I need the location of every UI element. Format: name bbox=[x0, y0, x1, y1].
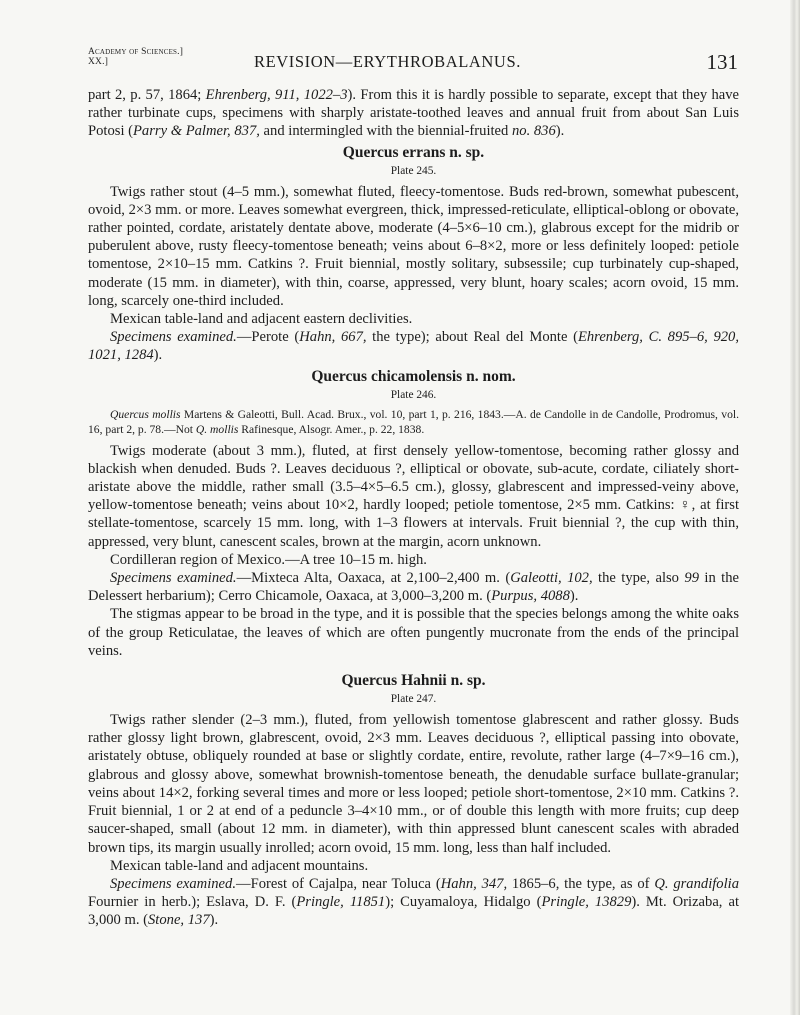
citation: Ehrenberg, C. 895–6, 920, 1021, 1284 bbox=[88, 329, 739, 364]
intro-paragraph bbox=[88, 86, 739, 141]
species-heading-chicamolensis: Quercus chicamolensis n. nom. bbox=[311, 367, 516, 385]
species-heading-hahnii: Quercus Hahnii n. sp. bbox=[341, 672, 486, 690]
page-body bbox=[88, 86, 739, 930]
text-run: Rafinesque, Alsogr. Amer., p. 22, 1838. bbox=[238, 422, 425, 436]
text-run: in the Delessert herbarium); Cerro Chicamole, Oaxaca, at 3,000–3,200 m. ( bbox=[88, 570, 739, 605]
citation: Galeotti, 102, bbox=[510, 570, 593, 587]
text-run: ); Cuyamaloya, Hidalgo ( bbox=[385, 894, 542, 911]
citation: Ehrenberg, 911, 1022–3 bbox=[205, 87, 348, 103]
specimens-errans bbox=[88, 328, 739, 364]
range-chicamolensis: Cordilleran region of Mexico.—A tree 10–15 m. high. bbox=[110, 551, 427, 568]
range-errans: Mexican table-land and adjacent eastern declivities. bbox=[110, 311, 413, 328]
running-title: REVISION—ERYTHROBALANUS. bbox=[254, 52, 521, 71]
text-run: ). bbox=[153, 347, 163, 364]
plate-reference-246: Plate 246. bbox=[390, 388, 437, 401]
text-run: —Forest of Cajalpa, near Toluca ( bbox=[235, 875, 441, 892]
text-run: ). bbox=[555, 123, 565, 140]
text-run: Martens & Galeotti, Bull. Acad. Brux., vol. 10, part 1, p. 216, 1843.—A. de Candolle in de Candolle, Prodromus, vol. 16, part 2, p. 78.—Not bbox=[88, 407, 739, 436]
text-run: ). bbox=[209, 912, 219, 929]
citation: Q. grandifolia bbox=[654, 875, 740, 892]
species-heading-errans: Quercus errans n. sp. bbox=[342, 143, 485, 161]
citation: Pringle, 11851 bbox=[296, 894, 386, 911]
specimens-label: Specimens examined. bbox=[110, 875, 236, 892]
citation: Hahn, 347, bbox=[440, 875, 508, 892]
description-errans: Twigs rather stout (4–5 mm.), somewhat fluted, fleecy-tomentose. Buds red-brown, somewhat pubescent, ovoid, 2×3 mm. or more. Leaves somewhat evergreen, thick, impressed-reticulate, elliptical-oblong or obovate, rather pointed, cordate, aristately dentate above, moderate (4–5×6–10 cm.), glabrous except for the midrib or puberulent above, rusty fleecy-tomentose beneath; veins about 6–8×2, more or less definitely looped: petiole tomentose, 2×10–15 mm. Catkins ?. Fruit biennial, mostly solitary, subsessile; cup turbinately cup-shaped, moderate (15 mm. in diameter), with thin, coarse, appressed, very blunt, hoary scales; acorn ovoid, 15 mm. long, scarcely one-third included. bbox=[88, 183, 739, 309]
specimens-label: Specimens examined. bbox=[110, 570, 237, 587]
text-run: —Perote ( bbox=[236, 329, 300, 346]
description-chicamolensis: Twigs moderate (about 3 mm.), fluted, at first densely yellow-tomentose, becoming rather glossy and blackish when denuded. Buds ?. Leaves deciduous ?, elliptical or obovate, sub-acute, cordate, ciliately short-aristate above the middle, rather small (3.5–4×5–6.5 cm.), glossy, glabrescent and impressed-veiny above, yellow-tomentose beneath; veins about 10×2, hardly looped; petiole tomentose, 2×5 mm. Catkins: ♀, at first stellate-tomentose, scarcely 15 mm. long, with 1–3 flowers at intervals. Fruit biennial ?, the cup with thin, appressed, very blunt, canescent scales, brown at the margin, acorn unknown. bbox=[88, 442, 739, 550]
synonymy-chicamolensis bbox=[88, 407, 739, 437]
running-head-left bbox=[88, 47, 183, 67]
citation: no. 836 bbox=[511, 123, 556, 140]
page-number: 131 bbox=[706, 50, 738, 74]
page-header bbox=[88, 44, 738, 84]
text-run: Fournier in herb.); Eslava, D. F. ( bbox=[88, 894, 297, 911]
text-run: 1865–6, the type, as of bbox=[507, 875, 655, 892]
text-run: ). bbox=[569, 588, 579, 605]
citation: Purpus, 4088 bbox=[491, 588, 570, 605]
section-gap bbox=[88, 660, 739, 669]
citation: Parry & Palmer, 837, bbox=[133, 123, 260, 140]
page-edge bbox=[790, 0, 800, 1015]
specimens-label: Specimens examined. bbox=[110, 329, 237, 346]
range-hahnii: Mexican table-land and adjacent mountains. bbox=[110, 857, 369, 874]
text-run: ). From this it is hardly possible to separate, except that they have rather turbinate cups, specimens with sharply aristate-toothed leaves and annual fruit from about San Luis Potosi ( bbox=[88, 87, 739, 140]
running-head-line-2: XX.] bbox=[88, 57, 109, 67]
plate-reference-245: Plate 245. bbox=[390, 164, 437, 177]
text-run: —Mixteca Alta, Oaxaca, at 2,100–2,400 m. ( bbox=[236, 570, 511, 587]
citation: Pringle, 13829 bbox=[541, 894, 632, 911]
specimens-hahnii bbox=[88, 875, 739, 930]
specimens-chicamolensis bbox=[88, 569, 739, 605]
text-run: part 2, p. 57, 1864; bbox=[88, 87, 206, 103]
text-run: the type); about Real del Monte ( bbox=[366, 329, 578, 346]
running-head-line-1: Academy of Sciences.] bbox=[88, 47, 184, 57]
text-run: ). Mt. Orizaba, at 3,000 m. ( bbox=[88, 894, 739, 929]
synonym-name: Q. mollis bbox=[195, 422, 239, 436]
text-run: the type, also bbox=[592, 570, 685, 587]
text-run: and intermingled with the biennial-fruited bbox=[259, 123, 512, 140]
citation: 99 bbox=[684, 570, 699, 587]
plate-reference-247: Plate 247. bbox=[390, 693, 437, 706]
synonym-name: Quercus mollis bbox=[110, 407, 181, 421]
note-chicamolensis: The stigmas appear to be broad in the type, and it is possible that the species belongs among the white oaks of the group Reticulatae, the leaves of which are often pungently mucronate from the ends of the principal veins. bbox=[88, 606, 739, 659]
description-hahnii: Twigs rather slender (2–3 mm.), fluted, from yellowish tomentose glabrescent and rather glossy. Buds rather glossy light brown, glabrescent, ovoid, 2×3 mm. Leaves deciduous ?, elliptical passing into obovate, aristately obtuse, obliquely rounded at base or slightly cordate, entire, revolute, rather large (4–7×9–16 cm.), glabrous and glossy above, somewhat brownish-tomentose beneath, the denudable surface bullate-granular; veins about 14×2, forking several times and more or less looped; petiole short-tomentose, 2×10 mm. Catkins ?. Fruit biennial, 1 or 2 at end of a peduncle 3–4×10 mm., or of double this length with more fruits; cup deep saucer-shaped, small (about 12 mm. in diameter), with thin appressed blunt canescent scales with abraded brown tips, its margin usually inrolled; acorn ovoid, 15 mm. long, less than half included. bbox=[88, 712, 739, 856]
citation: Hahn, 667, bbox=[299, 329, 367, 346]
citation: Stone, 137 bbox=[148, 912, 210, 929]
